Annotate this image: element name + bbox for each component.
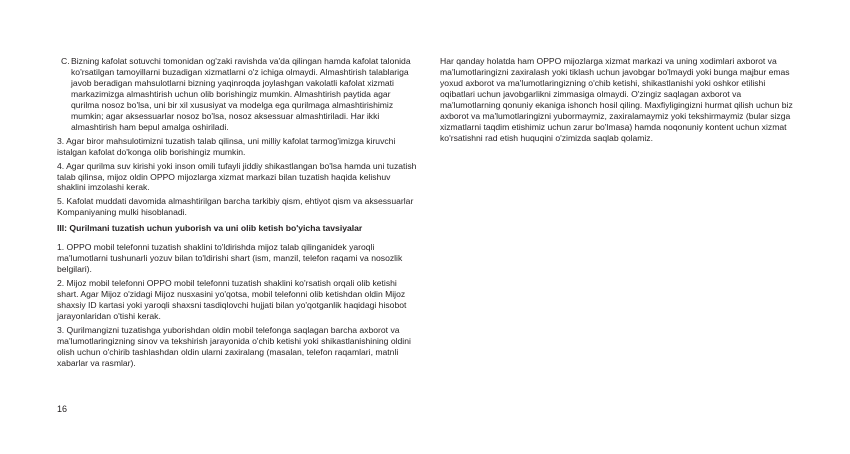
paragraph-4: 4. Agar qurilma suv kirishi yoki inson omili tufayli jiddiy shikastlangan bo'lsa hamda uni tuzatish talab qilinsa, mijoz oldin OPPO mijozlarga xizmat markazi bilan tuzatish haqida kelishuv shaklini imzolashi kerak. — [57, 160, 417, 193]
section-heading: III: Qurilmani tuzatish uchun yuborish va uni olib ketish bo'yicha tavsiyalar — [57, 223, 363, 234]
data-responsibility-paragraph: Har qanday holatda ham OPPO mijozlarga xizmat markazi va uning xodimlari axborot va ma'lumotlaringizni zaxiralash yoki tiklash uchun javobgar bo'lmaydi yoki bunga majbur emas yoxud axborot va ma'lumotlaringizning o'chib ketishi, shikastlanishi yoki oshkor etilishi oqibatlari uchun javobgarlikni zimmasiga olmaydi. O'zingiz saqlagan axborot va ma'lumotlarning qonuniy ekaniga ishonch hosil qiling. Maxfiyligingizni hurmat qilish uchun biz axborot va ma'lumotlaringizni yubormaymiz, zaxiralamaymiz yoki tekshirmaymiz (bular sizga xizmatlarni taqdim etishimiz uchun zarur bo'lmasa) hamda noqonuniy kontent uchun xizmat ko'rsatishni rad etish huquqini o'zimizda saqlab qolamiz. — [440, 56, 793, 143]
step-2: 2. Mijoz mobil telefonni OPPO mobil telefonni tuzatish shaklini ko'rsatish orqali olib ketishi shart. Agar Mijoz o'zidagi Mijoz nusxasini yo'qotsa, mobil telefonni olib ketishdan oldin Mijoz shaxsiy ID kartasi yoki yaroqli shaxsni tasdiqlovchi hujjati bilan yo'qotganlik haqidagi hisobot jarayonlaridan o'tishi kerak. — [57, 278, 407, 322]
page-number: 16 — [57, 404, 68, 414]
list-item-c — [61, 56, 417, 133]
paragraph-3: 3. Agar biror mahsulotimizni tuzatish talab qilinsa, uni milliy kafolat tarmog'imizga kiruvchi istalgan kafolat do'konga olib borishingiz mumkin. — [57, 135, 396, 157]
step-1: 1. OPPO mobil telefonni tuzatish shaklini to'ldirishda mijoz talab qilinganidek yaroqli ma'lumotlarni tushunarli yozuv bilan to'ldirishi shart (ism, manzil, telefon raqami va nosozlik belgilari). — [57, 242, 403, 275]
paragraph-5: 5. Kafolat muddati davomida almashtirilgan barcha tarkibiy qism, ehtiyot qism va aksessuarlar Kompaniyaning mulki hisoblanadi. — [57, 196, 414, 218]
left-column — [57, 56, 417, 372]
list-marker: C. — [61, 56, 70, 66]
right-column — [440, 56, 798, 147]
list-item-text: Bizning kafolat sotuvchi tomonidan og'zaki ravishda va'da qilingan hamda kafolat talonida ko'rsatilgan tamoyillarni buzadigan xizmatlarni o'z ichiga olmaydi. Almashtirish talablariga javob beradigan mahsulotlarni bizning yaqinroqda joylashgan vakolatli kafolat xizmati markazimizga almashtirish uchun olib borishingiz mumkin. Almashtirish paytida agar qurilma nosoz bo'lsa, uni bir xil xususiyat va modelga ega qurilmaga almashtirishimiz mumkin; agar aksessuarlar nosoz bo'lsa, nosoz aksessuar almashtiriladi. Har ikki almashtirish ham bepul amalga oshiriladi. — [71, 56, 411, 132]
step-3: 3. Qurilmangizni tuzatishga yuborishdan oldin mobil telefonga saqlagan barcha axborot va ma'lumotlaringizning sinov va tekshirish jarayonida o'chib ketishi yoki shikastlanishining oldini olish uchun o'chirib tashlashdan oldin ularni zaxiralang (masalan, telefon raqamlari, matnli xabarlar va rasmlar). — [57, 324, 411, 368]
